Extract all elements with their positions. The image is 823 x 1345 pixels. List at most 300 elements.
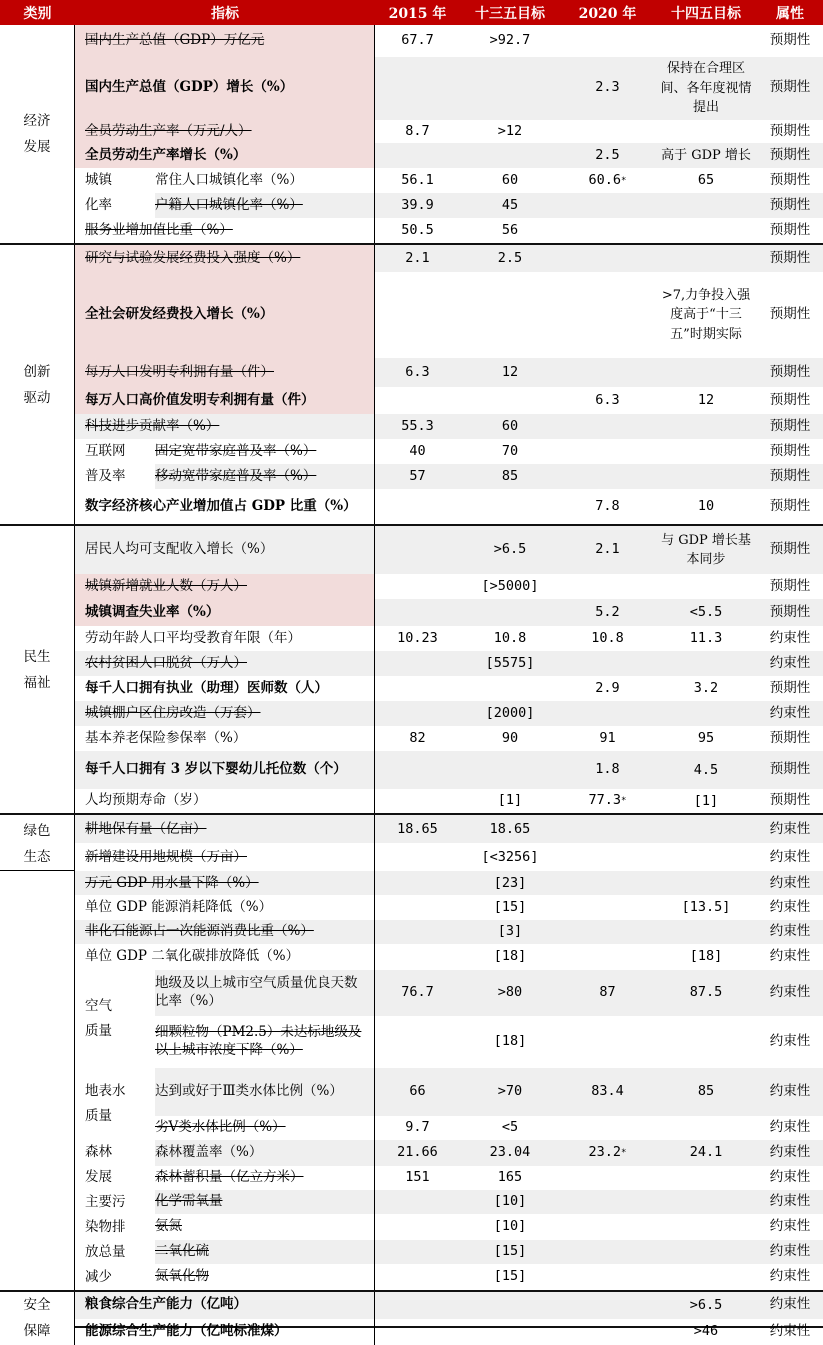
indicator-cell	[75, 358, 375, 387]
cell-2015	[375, 1319, 460, 1345]
cell-2015	[375, 1264, 460, 1290]
cell-14th-target	[655, 358, 757, 387]
cell-14th-target: >7,力争投入强度高于“十三五”时期实际	[661, 287, 751, 342]
cell-attribute: 约束性	[757, 871, 823, 895]
cell-13th-target	[460, 387, 560, 414]
cell-13th-target: 45	[460, 193, 560, 218]
cell-2020	[560, 1264, 655, 1290]
cell-13th-target: [2000]	[460, 701, 560, 726]
cell-2015	[375, 599, 460, 626]
cell-attribute: 约束性	[757, 701, 823, 726]
indicator-text: 全社会研发经费投入增长（%）	[85, 306, 274, 323]
header-14th-target: 十四五目标	[671, 5, 741, 22]
cell-14th-target: 3.2	[693, 680, 719, 697]
indicator-text: 城镇棚户区住房改造（万套）	[85, 704, 261, 721]
indicator-text: 每千人口拥有执业（助理）医师数（人）	[85, 679, 328, 696]
indicator-cell	[75, 387, 375, 414]
indicator-cell	[155, 1240, 375, 1265]
cell-2015: 50.5	[401, 221, 434, 238]
cell-14th-target: >6.5	[655, 1292, 757, 1319]
indicator-cell	[155, 970, 375, 1016]
cell-13th-target: 56	[501, 221, 519, 238]
indicator-text: 达到或好于Ⅲ类水体比例（%）	[155, 1082, 343, 1099]
cell-2020: 5.2	[560, 599, 655, 626]
cell-2020: 10.8	[591, 629, 624, 646]
cell-14th-target: 85	[655, 1068, 757, 1116]
cell-13th-target: [18]	[493, 947, 527, 964]
cell-2015: 9.7	[405, 1118, 430, 1135]
cell-attribute: 预期性	[757, 599, 823, 626]
cell-attribute: 预期性	[769, 577, 811, 594]
category-label: 绿色 生态	[0, 815, 75, 871]
cell-attribute: 预期性	[757, 193, 823, 218]
cell-2020	[560, 871, 655, 895]
cell-13th-target: 23.04	[460, 1140, 560, 1166]
indicator-text: 人均预期寿命（岁）	[85, 792, 207, 809]
cell-attribute: 预期性	[769, 442, 811, 459]
indicator-cell	[75, 120, 375, 144]
cell-13th-target: >70	[460, 1068, 560, 1116]
indicator-cell	[75, 143, 375, 168]
cell-2020: 60.6 *	[588, 171, 627, 188]
indicator-cell	[155, 1166, 375, 1190]
indicator-text: 城镇调查失业率（%）	[85, 603, 220, 620]
indicator-cell	[75, 871, 375, 895]
cell-2015	[375, 944, 460, 970]
cell-2020	[560, 843, 655, 871]
cell-2020: 2.5	[560, 143, 655, 168]
cell-attribute: 预期性	[757, 464, 823, 489]
cell-2015	[375, 1016, 460, 1068]
section-4	[0, 815, 823, 1291]
cell-14th-target: 4.5	[655, 751, 757, 789]
cell-attribute: 约束性	[769, 1168, 811, 1185]
indicator-cell	[155, 1264, 375, 1290]
cell-14th-target: 95	[697, 730, 715, 747]
cell-2015	[375, 1240, 460, 1265]
sub-category-label: 地表水 质量	[75, 1068, 155, 1140]
indicator-cell	[155, 464, 375, 489]
cell-14th-target: 高于 GDP 增长	[655, 143, 757, 168]
cell-13th-target: [1]	[497, 792, 523, 809]
cell-14th-target	[655, 843, 757, 871]
indicator-cell	[75, 789, 375, 813]
indicator-text: 服务业增加值比重（%）	[85, 221, 233, 238]
cell-13th-target: [15]	[493, 1268, 527, 1285]
indicator-text: 二氧化硫	[155, 1243, 209, 1260]
cell-attribute: 预期性	[769, 171, 811, 188]
cell-2020	[560, 218, 655, 243]
cell-14th-target	[655, 651, 757, 676]
cell-attribute: 约束性	[769, 1218, 811, 1235]
cell-2015	[375, 1292, 460, 1319]
category-label: 民生 福祉	[0, 526, 75, 813]
header-indicator: 指标	[211, 5, 239, 22]
indicator-text: 移动宽带家庭普及率（%）	[155, 467, 317, 484]
cell-2015	[375, 651, 460, 676]
cell-2020	[560, 25, 655, 57]
indicator-text: 能源综合生产能力（亿吨标准煤）	[85, 1322, 288, 1339]
cell-2020	[560, 464, 655, 489]
indicator-cell	[75, 25, 375, 57]
category-label: 安全 保障	[0, 1292, 75, 1345]
cell-13th-target	[460, 272, 560, 358]
cell-2020: 7.8	[595, 497, 620, 514]
section-2	[0, 245, 823, 526]
cell-14th-target	[655, 120, 757, 144]
cell-2015: 40	[409, 442, 426, 459]
cell-14th-target	[655, 920, 757, 944]
cell-attribute: 约束性	[757, 1292, 823, 1319]
indicator-text: 劳动年龄人口平均受教育年限（年）	[85, 629, 301, 646]
indicator-cell	[155, 193, 375, 218]
indicator-cell	[75, 599, 375, 626]
cell-attribute: 预期性	[757, 526, 823, 574]
cell-13th-target: 165	[497, 1168, 523, 1185]
cell-2015: 21.66	[375, 1140, 460, 1166]
cell-14th-target	[655, 193, 757, 218]
cell-attribute: 预期性	[769, 32, 811, 49]
cell-14th-target	[655, 1214, 757, 1240]
cell-2015: 57	[375, 464, 460, 489]
cell-attribute: 约束性	[769, 1322, 811, 1339]
sub-category-label: 城镇 化率	[75, 168, 155, 218]
table-body	[0, 25, 823, 1345]
cell-14th-target: 与 GDP 增长基本同步	[655, 526, 757, 574]
header-2015: 2015 年	[388, 5, 447, 22]
sub-category-label: 互联网 普及率	[75, 439, 155, 489]
cell-2020: 91	[599, 729, 616, 746]
indicator-text: 全员劳动生产率（万元/人）	[85, 122, 252, 139]
indicator-cell	[75, 815, 375, 843]
indicator-text: 每千人口拥有 3 岁以下婴幼儿托位数（个）	[85, 761, 347, 778]
cell-2015: 39.9	[375, 193, 460, 218]
indicator-cell	[75, 272, 375, 358]
cell-14th-target: [1]	[693, 793, 719, 810]
cell-13th-target: [18]	[493, 1032, 527, 1049]
table-header	[0, 0, 823, 25]
cell-14th-target: 11.3	[689, 630, 723, 647]
cell-13th-target	[460, 751, 560, 789]
indicator-text: 粮食综合生产能力（亿吨）	[85, 1296, 247, 1313]
cell-14th-target: [13.5]	[681, 899, 731, 916]
cell-2020: 2.1	[560, 526, 655, 574]
category-label: 创新 驱动	[0, 245, 75, 524]
cell-attribute: 预期性	[769, 792, 811, 809]
indicator-text: 单位 GDP 二氧化碳排放降低（%）	[85, 947, 300, 964]
cell-attribute: 约束性	[757, 1240, 823, 1265]
cell-2020	[560, 1319, 655, 1345]
cell-2015: 55.3	[375, 414, 460, 439]
indicator-text: 耕地保有量（亿亩）	[85, 820, 207, 837]
indicator-text: 每万人口发明专利拥有量（件）	[85, 363, 274, 380]
cell-2020	[560, 193, 655, 218]
cell-13th-target: 2.5	[460, 245, 560, 272]
indicator-cell	[75, 626, 375, 651]
indicator-text: 森林蓄积量（亿立方米）	[155, 1168, 304, 1185]
cell-13th-target: >92.7	[489, 32, 531, 49]
cell-attribute: 预期性	[769, 497, 811, 514]
indicator-cell	[155, 1016, 375, 1068]
indicator-cell	[75, 651, 375, 676]
cell-2020	[560, 920, 655, 944]
cell-2020: 2.3	[560, 57, 655, 120]
cell-2020	[560, 944, 655, 970]
cell-2020	[560, 701, 655, 726]
cell-2015: 2.1	[375, 245, 460, 272]
cell-13th-target: [5575]	[460, 651, 560, 676]
indicator-cell	[75, 489, 375, 524]
indicator-cell	[75, 676, 375, 701]
cell-2015: 8.7	[405, 122, 430, 139]
cell-2015	[375, 676, 460, 701]
cell-2015	[375, 751, 460, 789]
cell-13th-target: [10]	[493, 1218, 527, 1235]
cell-attribute: 预期性	[769, 221, 811, 238]
cell-2015	[375, 526, 460, 574]
indicator-cell	[75, 57, 375, 120]
cell-13th-target: >80	[460, 970, 560, 1016]
cell-2020	[560, 574, 655, 599]
cell-14th-target: 10	[697, 498, 715, 515]
cell-2015: 18.65	[375, 815, 460, 843]
indicator-text: 户籍人口城镇化率（%）	[155, 196, 303, 213]
cell-13th-target: 70	[501, 442, 519, 459]
indicator-text: 基本养老保险参保率（%）	[85, 729, 247, 746]
cell-2020	[560, 414, 655, 439]
header-13th-target: 十三五目标	[475, 5, 545, 22]
indicator-text: 单位 GDP 能源消耗降低（%）	[85, 898, 273, 915]
cell-14th-target: 保持在合理区间、各年度视情提出	[655, 57, 757, 120]
cell-14th-target	[655, 25, 757, 57]
cell-13th-target: 60	[501, 171, 519, 188]
indicator-cell	[75, 245, 375, 272]
cell-2015	[375, 1214, 460, 1240]
cell-2015	[375, 143, 460, 168]
cell-13th-target	[460, 143, 560, 168]
cell-2015	[375, 1190, 460, 1215]
cell-attribute: 约束性	[757, 970, 823, 1016]
cell-attribute: 预期性	[757, 143, 823, 168]
section-5	[0, 1292, 823, 1345]
cell-2020: 2.9	[595, 679, 620, 696]
indicator-text: 细颗粒物（PM2.5）未达标地级及以上城市浓度下降（%）	[155, 1024, 362, 1058]
cell-14th-target	[655, 1240, 757, 1265]
cell-attribute: 约束性	[757, 920, 823, 944]
indicator-cell	[155, 1190, 375, 1215]
cell-13th-target	[460, 57, 560, 120]
indicator-cell	[75, 944, 375, 970]
cell-2015	[375, 272, 460, 358]
section-1	[0, 25, 823, 245]
indicator-text: 国内生产总值（GDP）万亿元	[85, 32, 265, 49]
indicator-cell	[155, 439, 375, 464]
cell-14th-target: 65	[697, 172, 715, 189]
header-category: 类别	[23, 5, 52, 22]
cell-2015	[375, 871, 460, 895]
cell-14th-target: 87.5	[655, 970, 757, 1016]
cell-2020: 23.2 *	[560, 1140, 655, 1166]
cell-2020	[560, 1190, 655, 1215]
cell-14th-target	[655, 218, 757, 243]
indicator-text: 科技进步贡献率（%）	[85, 417, 220, 434]
cell-2020	[560, 1292, 655, 1319]
indicator-text: 数字经济核心产业增加值占 GDP 比重（%）	[85, 497, 357, 514]
indicator-text: 森林覆盖率（%）	[155, 1143, 263, 1160]
cell-13th-target: 18.65	[460, 815, 560, 843]
cell-2020	[560, 120, 655, 144]
indicator-cell	[75, 1292, 375, 1319]
cell-2015: 66	[375, 1068, 460, 1116]
indicator-cell	[155, 1140, 375, 1166]
cell-2020	[560, 245, 655, 272]
indicator-text: 非化石能源占一次能源消费比重（%）	[85, 922, 314, 939]
cell-attribute: 约束性	[757, 1140, 823, 1166]
cell-attribute: 预期性	[769, 729, 811, 746]
indicator-text: 每万人口高价值发明专利拥有量（件）	[85, 391, 315, 408]
cell-attribute: 约束性	[757, 815, 823, 843]
cell-2015: 10.23	[397, 629, 438, 646]
cell-attribute: 约束性	[769, 848, 811, 865]
cell-2015	[375, 895, 460, 919]
indicator-text: 研究与试验发展经费投入强度（%）	[85, 249, 301, 266]
indicator-cell	[155, 168, 375, 193]
cell-14th-target	[655, 1264, 757, 1290]
section-3	[0, 526, 823, 815]
indicator-text: 农村贫困人口脱贫（万人）	[85, 654, 247, 671]
cell-2020: 1.8	[560, 751, 655, 789]
cell-2020: 6.3	[595, 391, 620, 408]
sub-category-label: 主要污 染物排 放总量 减少	[75, 1190, 155, 1290]
indicator-text: 氮氧化物	[155, 1268, 209, 1285]
cell-13th-target: [10]	[460, 1190, 560, 1215]
cell-attribute: 预期性	[757, 245, 823, 272]
cell-attribute: 预期性	[757, 57, 823, 120]
indicator-text: 固定宽带家庭普及率（%）	[155, 442, 317, 459]
cell-2015: 56.1	[401, 171, 434, 188]
cell-attribute: 约束性	[769, 898, 811, 915]
header-attribute: 属性	[776, 5, 804, 22]
cell-2015: 76.7	[375, 970, 460, 1016]
cell-13th-target: [15]	[460, 1240, 560, 1265]
header-2020: 2020 年	[578, 5, 637, 22]
cell-2015	[375, 701, 460, 726]
cell-13th-target	[460, 1292, 560, 1319]
cell-attribute: 约束性	[757, 651, 823, 676]
indicator-text: 居民人均可支配收入增长（%）	[85, 541, 274, 558]
cell-14th-target	[655, 1116, 757, 1140]
indicator-cell	[75, 526, 375, 574]
cell-13th-target: 60	[460, 414, 560, 439]
cell-2020	[560, 815, 655, 843]
cell-14th-target: [18]	[689, 948, 723, 965]
cell-attribute: 预期性	[769, 679, 811, 696]
indicator-text: 地级及以上城市空气质量优良天数比率（%）	[155, 975, 358, 1009]
indicator-cell	[155, 1214, 375, 1240]
sub-category-label: 空气 质量	[75, 970, 155, 1068]
cell-attribute: 约束性	[769, 629, 811, 646]
indicator-text: 新增建设用地规模（万亩）	[85, 848, 247, 865]
cell-13th-target: 12	[460, 358, 560, 387]
cell-13th-target	[460, 1319, 560, 1345]
cell-2015	[375, 843, 460, 871]
cell-attribute: 约束性	[757, 1190, 823, 1215]
indicator-cell	[75, 574, 375, 599]
indicator-cell	[75, 726, 375, 751]
indicator-cell	[75, 920, 375, 944]
indicator-cell	[75, 1319, 375, 1345]
indicator-cell	[75, 843, 375, 871]
cell-14th-target	[655, 871, 757, 895]
cell-2020	[560, 1116, 655, 1140]
cell-14th-target	[655, 245, 757, 272]
cell-2020	[560, 272, 655, 358]
indicator-text: 全员劳动生产率增长（%）	[85, 146, 247, 163]
cell-14th-target	[655, 1166, 757, 1190]
cell-attribute: 预期性	[757, 751, 823, 789]
indicator-text: 化学需氧量	[155, 1193, 223, 1210]
cell-2015: 151	[405, 1168, 430, 1185]
cell-13th-target: >12	[497, 122, 523, 139]
cell-attribute: 约束性	[769, 1032, 811, 1049]
cell-2015: 82	[409, 729, 426, 746]
cell-13th-target: [3]	[460, 920, 560, 944]
indicator-text: 万元 GDP 用水量下降（%）	[85, 874, 259, 891]
cell-attribute: 预期性	[757, 358, 823, 387]
cell-2020	[560, 1214, 655, 1240]
indicator-cell	[155, 1116, 375, 1140]
cell-13th-target: 90	[501, 729, 519, 746]
indicator-text: 城镇新增就业人数（万人）	[85, 577, 247, 594]
cell-2020	[560, 651, 655, 676]
category-empty	[0, 871, 75, 1289]
cell-13th-target: [23]	[460, 871, 560, 895]
cell-2020	[560, 1016, 655, 1068]
cell-14th-target: >46	[693, 1323, 719, 1340]
cell-2015: 67.7	[401, 32, 434, 49]
indicator-cell	[155, 1068, 375, 1116]
cell-13th-target: 85	[460, 464, 560, 489]
cell-14th-target	[655, 701, 757, 726]
cell-2020: 83.4	[560, 1068, 655, 1116]
cell-attribute: 约束性	[769, 947, 811, 964]
cell-13th-target: [15]	[493, 898, 527, 915]
cell-2015	[375, 489, 460, 524]
cell-14th-target: <5.5	[655, 599, 757, 626]
cell-14th-target	[655, 464, 757, 489]
indicator-cell	[75, 701, 375, 726]
cell-2015	[375, 57, 460, 120]
cell-attribute: 约束性	[769, 1268, 811, 1285]
indicator-text: 劣Ⅴ类水体比例（%）	[155, 1118, 286, 1135]
cell-14th-target	[655, 439, 757, 464]
cell-2020	[560, 358, 655, 387]
indicator-text: 国内生产总值（GDP）增长（%）	[85, 79, 294, 96]
cell-13th-target	[460, 676, 560, 701]
indicator-cell	[75, 218, 375, 243]
cell-2015	[375, 387, 460, 414]
cell-14th-target	[655, 1016, 757, 1068]
cell-13th-target: [<3256]	[481, 848, 539, 865]
cell-2020: 87	[560, 970, 655, 1016]
category-label: 经济 发展	[0, 25, 75, 243]
cell-14th-target	[655, 815, 757, 843]
cell-2020	[560, 1166, 655, 1190]
cell-2015	[375, 920, 460, 944]
cell-attribute: 预期性	[769, 122, 811, 139]
cell-14th-target: 24.1	[655, 1140, 757, 1166]
cell-2015: 6.3	[375, 358, 460, 387]
